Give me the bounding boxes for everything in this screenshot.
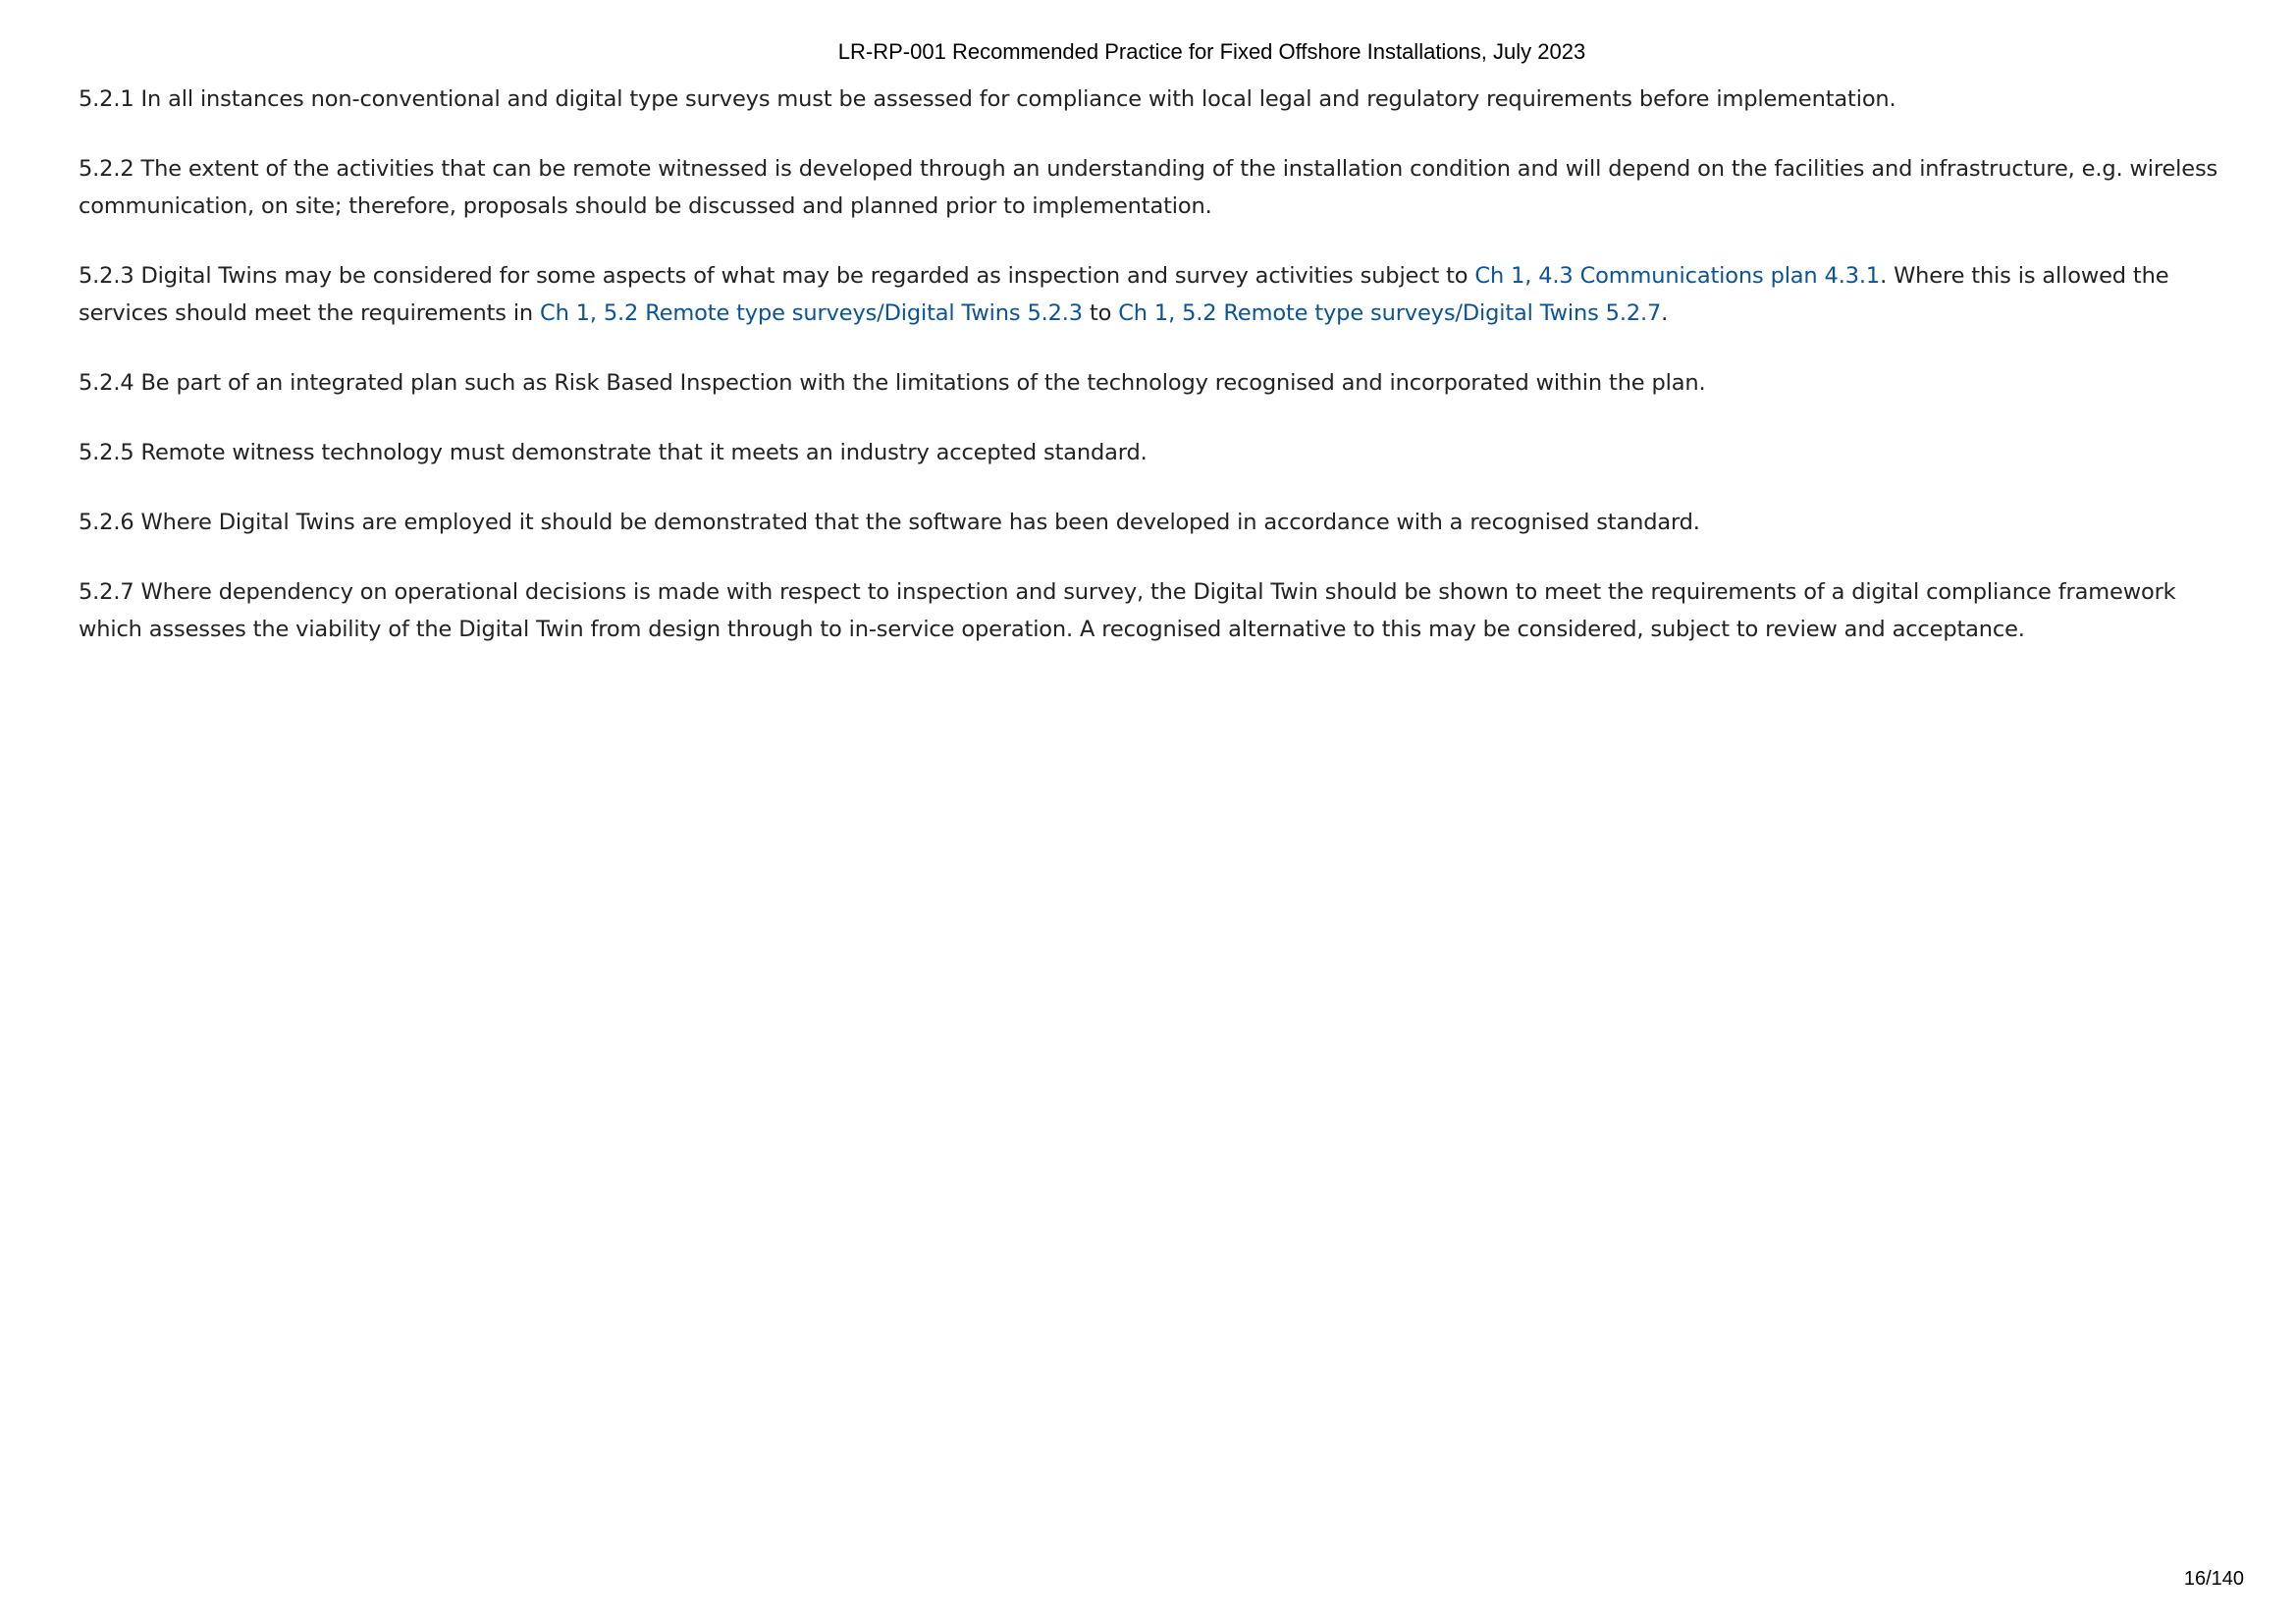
document-title: LR-RP-001 Recommended Practice for Fixed Offshore Installations, July 2023 (837, 39, 1586, 64)
page-number-text: 16/140 (2183, 1568, 2244, 1590)
paragraph-text: . Where this is allowed the services should meet the requirements in (79, 263, 2169, 326)
paragraph-text: to (1082, 300, 1119, 326)
paragraph-text: 5.2.7 Where dependency on operational decisions is made with respect to inspection and survey, the Digital Twin should be shown to meet the requirements of a digital compliance framework which assesses the viability of the Digital Twin from design through to in-service operation. A recognised alternative to this may be considered, subject to review and acceptance. (79, 579, 2176, 642)
paragraph-5-2-4 (79, 364, 2218, 402)
link-remote-surveys-5-2-7[interactable]: Ch 1, 5.2 Remote type surveys/Digital Twins 5.2.7 (1118, 300, 1662, 326)
link-remote-surveys-5-2-3[interactable]: Ch 1, 5.2 Remote type surveys/Digital Twins 5.2.3 (540, 300, 1083, 326)
paragraph-5-2-5 (79, 434, 2218, 471)
paragraph-text: 5.2.1 In all instances non-conventional and digital type surveys must be assessed for compliance with local legal and regulatory requirements before implementation. (79, 86, 1896, 112)
page-number (2184, 1568, 2244, 1591)
page-header (0, 39, 2296, 65)
paragraph-5-2-6 (79, 504, 2218, 541)
paragraph-5-2-3 (79, 257, 2218, 332)
document-body (79, 81, 2218, 680)
paragraph-text: 5.2.5 Remote witness technology must demonstrate that it meets an industry accepted standard. (79, 440, 1148, 465)
link-communications-plan-4-3-1[interactable]: Ch 1, 4.3 Communications plan 4.3.1 (1474, 263, 1881, 289)
paragraph-5-2-2 (79, 150, 2218, 225)
paragraph-text: 5.2.4 Be part of an integrated plan such as Risk Based Inspection with the limitations of the technology recognised and incorporated within the plan. (79, 370, 1706, 396)
paragraph-5-2-1 (79, 81, 2218, 118)
paragraph-text: 5.2.2 The extent of the activities that can be remote witnessed is developed through an understanding of the installation condition and will depend on the facilities and infrastructure, e.g. wireless communication, on site; therefore, proposals should be discussed and planned prior to implementation. (79, 156, 2218, 219)
paragraph-text: 5.2.6 Where Digital Twins are employed it should be demonstrated that the software has been developed in accordance with a recognised standard. (79, 510, 1700, 535)
paragraph-text: . (1661, 300, 1669, 326)
paragraph-text: 5.2.3 Digital Twins may be considered for some aspects of what may be regarded as inspection and survey activities subject to (79, 263, 1475, 289)
paragraph-5-2-7 (79, 573, 2218, 648)
